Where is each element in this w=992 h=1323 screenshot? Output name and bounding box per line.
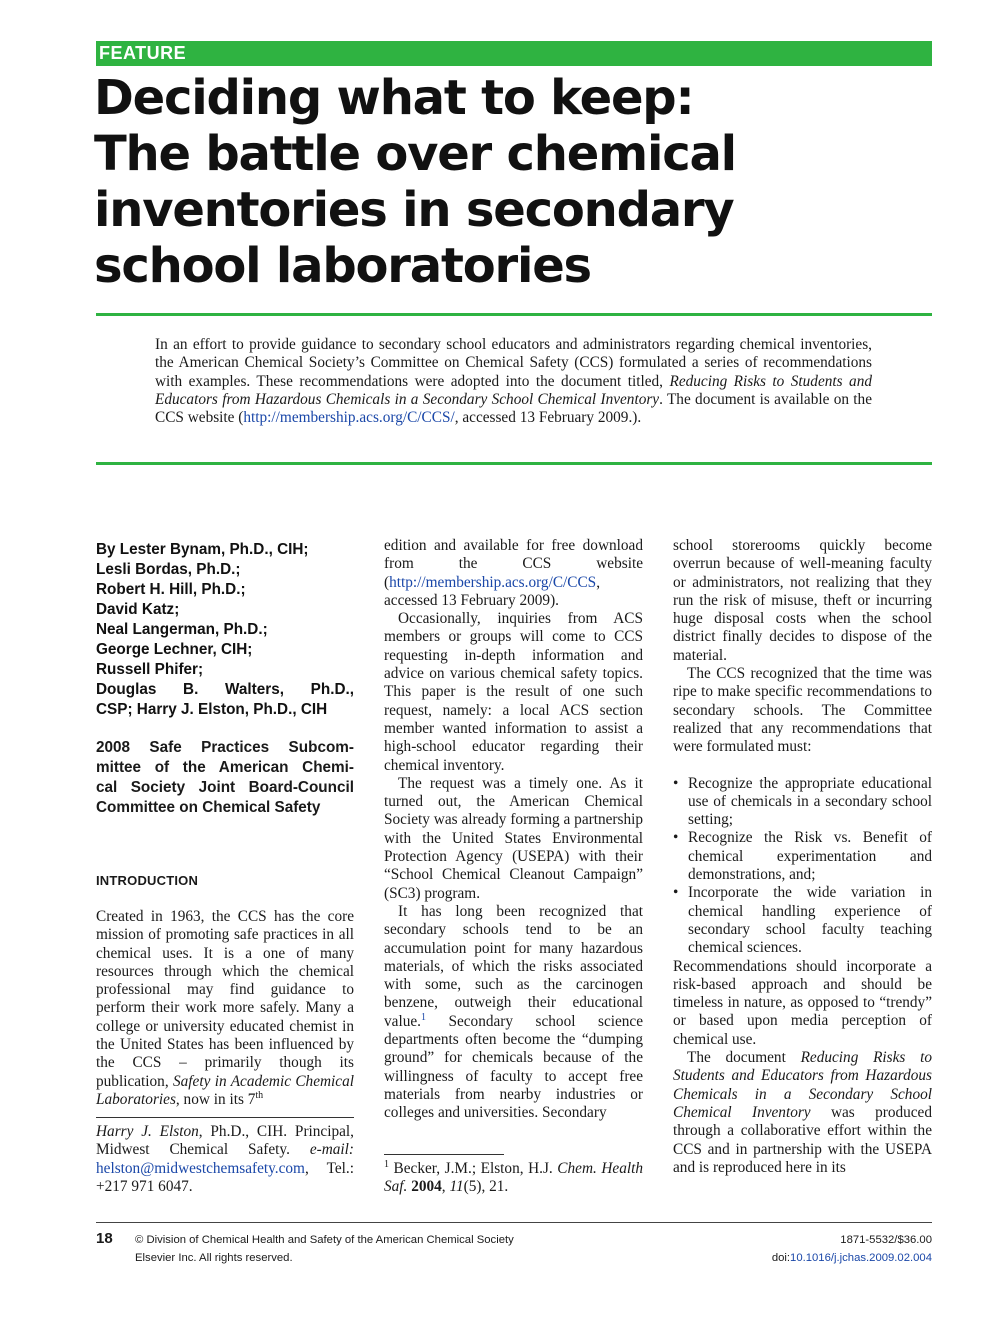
bullet-icon: • [673, 829, 679, 847]
author-line: By Lester Bynam, Ph.D., CIH; [96, 541, 309, 558]
abstract-doc-title: Reducing Risks to Students and Educators from Hazardous Chemicals in a Secondary School Chemical Inventory [155, 372, 872, 408]
author-line: George Lechner, CIH; [96, 641, 253, 658]
author-list [96, 540, 354, 720]
paragraph: Recommendations should incorporate a risk-based approach and should be timeless in nature, as opposed to “trendy” or based upon media perception of chemical use. [673, 957, 932, 1048]
paragraph: The CCS recognized that the time was ripe to make specific recommendations to secondary schools. The Committee realized that any recommendations that were formulated must: [673, 665, 932, 756]
author-line: David Katz; [96, 601, 180, 618]
list-item: • Recognize the Risk vs. Benefit of chemical experimentation and demonstrations, and; [673, 829, 932, 884]
article-title [94, 70, 894, 294]
ccs-website-link[interactable]: http://membership.acs.org/C/CCS [389, 573, 597, 591]
correspondence-rule [96, 1117, 354, 1118]
list-item: • Incorporate the wide variation in chemical handling experience of secondary school faculty teaching chemical sciences. [673, 884, 932, 957]
intro-paragraph: Created in 1963, the CCS has the core mission of promoting safe practices in all chemical uses. It is a one of many resources through which the chemical professional may find guidance to perform their work more safely. Many a college or university educated chemist in the United States has been influenced by the CCS – primarily though its publication, Safety in Academic Chemical Laboratories, now in its 7th [96, 908, 354, 1108]
section-label: FEATURE [99, 43, 187, 63]
issn-price: 1871-5532/$36.00 [840, 1234, 932, 1246]
divider-rule-top [96, 313, 932, 316]
paragraph: It has long been recognized that secondary schools tend to be an accumulation point for many hazardous materials, of which the risks associated with some, such as the carcinogen benzene, outweigh their educational value.$^1$ Secondary school science departments often become the “dumping ground” for chemicals because of the willingness of faculty to accept free materials from nearby industries or colleges and universities. Secondary [384, 902, 643, 1122]
author-line: Douglas B. Walters, Ph.D., [96, 681, 354, 698]
page-number: 18 [96, 1230, 113, 1247]
title-line: Deciding what to keep: [94, 70, 694, 126]
affiliation-line: 2008 Safe Practices Subcom- [96, 739, 354, 756]
feature-banner [96, 41, 932, 66]
author-line: Neal Langerman, Ph.D.; [96, 621, 268, 638]
title-line: inventories in secondary [94, 182, 734, 238]
corresponding-author: Harry J. Elston [96, 1123, 199, 1140]
list-item: • Recognize the appropriate educational use of chemicals in a secondary school setting; [673, 774, 932, 829]
paragraph: edition and available for free download from the CCS website (http://membership.acs.org/C/CCS, accessed 13 February 2009). [384, 537, 643, 609]
doi: doi:10.1016/j.jchas.2009.02.004 [771, 1252, 932, 1264]
document-title: Reducing Risks to Students and Educators from Hazardous Chemicals in a Secondary School Chemical Inventory [673, 1049, 932, 1121]
affiliation-line: Committee on Chemical Safety [96, 799, 321, 816]
publication-title: Safety in Academic Chemical Laboratories [96, 1072, 354, 1108]
bullet-icon: • [673, 884, 679, 902]
author-line: CSP; Harry J. Elston, Ph.D., CIH [96, 701, 328, 718]
paragraph: The document Reducing Risks to Students and Educators from Hazardous Chemicals in a Secondary School Chemical Inventory was produced through a collaborative effort within the CCS and in partnership with the USEPA and is reproduced here in its [673, 1049, 932, 1176]
footer-rule [96, 1222, 932, 1223]
footnote-ref-link[interactable]: 1 [420, 1011, 426, 1023]
title-line: school laboratories [94, 238, 591, 294]
column-1-body [96, 908, 354, 1109]
abstract-text: , accessed 13 February 2009.). [454, 409, 642, 427]
recommendation-list [673, 775, 932, 958]
author-affiliation [96, 738, 354, 818]
divider-rule-bottom [96, 462, 932, 465]
footnote-rule [384, 1154, 504, 1155]
paragraph: school storerooms quickly become overrun because of well-meaning faculty or administrators, not realizing that they run the risk of misuse, theft or incurring huge disposal costs when the school district finally decides to dispose of the material. [673, 537, 932, 664]
author-line: Russell Phifer; [96, 661, 204, 678]
ccs-website-link[interactable]: http://membership.acs.org/C/CCS/ [243, 409, 455, 427]
bullet-icon: • [673, 774, 679, 792]
title-line: The battle over chemical [94, 126, 736, 182]
footnote: $^1$ Becker, J.M.; Elston, H.J. Chem. Health Saf. 2004, 11(5), 21. [384, 1158, 643, 1196]
correspondence-note: Harry J. Elston, Ph.D., CIH. Principal, Midwest Chemical Safety. e-mail: helston@midwestchemsafety.com, Tel.: +217 971 6047. [96, 1123, 355, 1195]
paragraph: Occasionally, inquiries from ACS members or groups will come to CCS requesting in-depth information and advice on various chemical safety topics. This paper is the result of one such request, namely: a local ACS section member wanted information to assist a high-school educator regarding their chemical inventory. [384, 610, 643, 774]
copyright-notice: © Division of Chemical Health and Safety of the American Chemical Society Elsevier Inc. All rights reserved. [135, 1234, 514, 1264]
abstract [155, 336, 872, 427]
column-2-body [384, 537, 643, 1123]
abstract-text: . The document is available on the CCS website ( [155, 390, 872, 427]
author-line: Robert H. Hill, Ph.D.; [96, 581, 246, 598]
doi-link[interactable]: 10.1016/j.jchas.2009.02.004 [790, 1252, 932, 1264]
abstract-text: In an effort to provide guidance to secondary school educators and administrators regarding chemical inventories, the American Chemical Society’s Committee on Chemical Safety (CCS) formulated a series of recommendations with examples. These recommendations were adopted into the document titled, [155, 336, 872, 390]
email-link[interactable]: helston@midwestchemsafety.com [96, 1159, 305, 1177]
column-3-body [673, 537, 932, 1177]
paragraph: The request was a timely one. As it turned out, the American Chemical Society was already forming a partnership with the United States Environmental Protection Agency (USEPA) with their “School Chemical Cleanout Campaign” (SC3) program. [384, 774, 643, 902]
affiliation-line: mittee of the American Chemi- [96, 759, 354, 776]
author-line: Lesli Bordas, Ph.D.; [96, 561, 241, 578]
affiliation-line: cal Society Joint Board-Council [96, 779, 354, 796]
section-heading-introduction: INTRODUCTION [96, 873, 199, 888]
